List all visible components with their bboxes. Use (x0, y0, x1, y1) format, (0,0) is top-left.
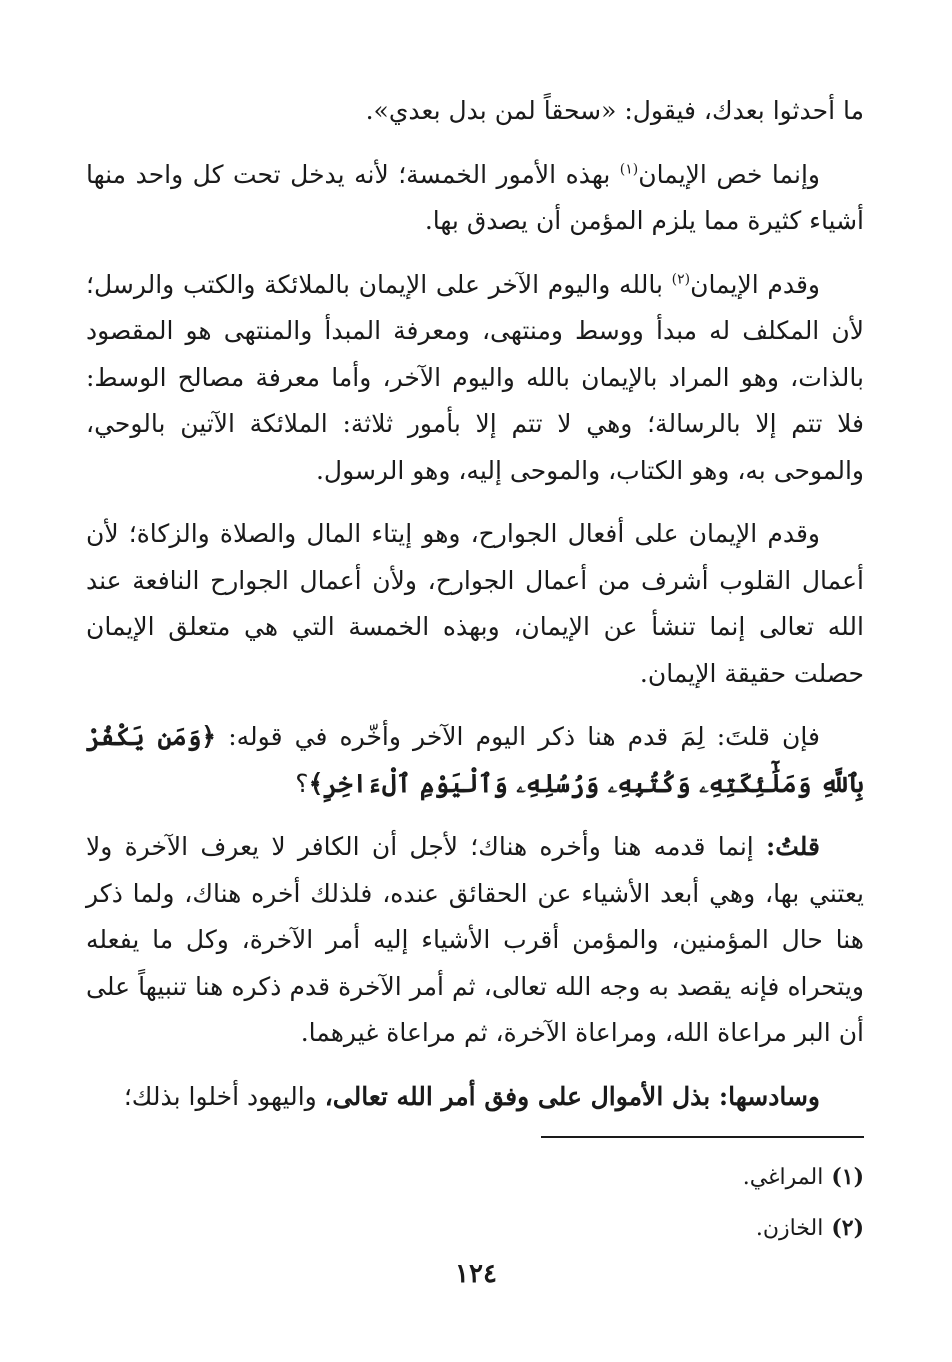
paragraph (86, 1074, 864, 1121)
paragraph-text: وإنما خص الإيمان (638, 159, 820, 189)
footnote-number: (٢) (831, 1215, 864, 1241)
footnote-reference: (٢) (671, 271, 691, 288)
paragraph-text: ؟ (295, 768, 309, 798)
footnote-reference: (١) (619, 161, 639, 178)
bold-text: وسادسها: بذل الأموال على وفق أمر الله تعالى، (324, 1081, 820, 1111)
footnote-text: الخازن. (755, 1216, 824, 1241)
paragraph-text: وقدم الإيمان على أفعال الجوارح، وهو إيتاء المال والصلاة والزكاة؛ لأن أعمال القلوب أشرف من أعمال الجوارح، ولأن أعمال الجوارح النافعة عند الله تعالى إنما تنشأ عن الإيمان، وبهذه الخمسة التي هي متعلق الإيمان حصلت حقيقة الإيمان. (86, 519, 864, 688)
paragraph-text: إنما قدمه هنا وأخره هناك؛ لأجل أن الكافر لا يعرف الآخرة ولا يعتني بها، وهي أبعد الأشياء عن الحقائق عنده، فلذلك أخره هناك، ولما ذكر هنا حال المؤمنين، والمؤمن أقرب الأشياء إليه أمر الآخرة، وكل ما يفعله ويتحراه فإنه يقصد به وجه الله تعالى، ثم أمر الآخرة قدم ذكره هنا تنبيهاً على أن البر مراعاة الله، ومراعاة الآخرة، ثم مراعاة غيرهما. (86, 832, 864, 1047)
paragraph-text: فإن قلتَ: لِمَ قدم هنا ذكر اليوم الآخر وأخّره في قوله: (216, 722, 820, 751)
paragraph-text: واليهود أخلوا بذلك؛ (123, 1081, 325, 1111)
paragraph (86, 511, 864, 697)
paragraph (86, 714, 864, 807)
page-body (86, 88, 864, 1137)
paragraph-text: وقدم الإيمان (690, 269, 820, 299)
quran-verse: ﴿وَمَن يَكْفُرْ بِٱللَّهِ وَمَلَٰٓئِكَتِهِۦ وَكُتُبِهِۦ وَرُسُلِهِۦ وَٱلْيَوْمِ ٱلْءَاخِرِ﴾ (86, 722, 864, 798)
footnote-divider (541, 1136, 864, 1138)
footnote-number: (١) (831, 1164, 864, 1190)
footnotes (364, 1152, 864, 1254)
footnote-1 (364, 1152, 864, 1203)
footnote-2 (364, 1203, 864, 1254)
paragraph-text: ما أحدثوا بعدك، فيقول: «سحقاً لمن بدل بعدي». (365, 96, 864, 125)
bold-text: قلتُ: (765, 832, 820, 861)
paragraph (86, 152, 864, 245)
paragraph (86, 262, 864, 495)
paragraph (86, 824, 864, 1057)
page-number: ١٢٤ (455, 1259, 497, 1289)
paragraph-text: بالله واليوم الآخر على الإيمان بالملائكة والكتب والرسل؛ لأن المكلف له مبدأ ووسط ومنتهى، ومعرفة المبدأ والمنتهى هو المقصود بالذات، وهو المراد بالإيمان بالله واليوم الآخر، وأما معرفة مصالح الوسط: فلا تتم إلا بالرسالة؛ وهي لا تتم إلا بأمور ثلاثة: الملائكة الآتين بالوحي، والموحى به، وهو الكتاب، والموحى إليه، وهو الرسول. (86, 269, 864, 485)
footnote-text: المراغي. (742, 1165, 824, 1190)
paragraph (86, 88, 864, 135)
paragraph-text: بهذه الأمور الخمسة؛ لأنه يدخل تحت كل واحد منها أشياء كثيرة مما يلزم المؤمن أن يصدق بها. (86, 159, 864, 235)
